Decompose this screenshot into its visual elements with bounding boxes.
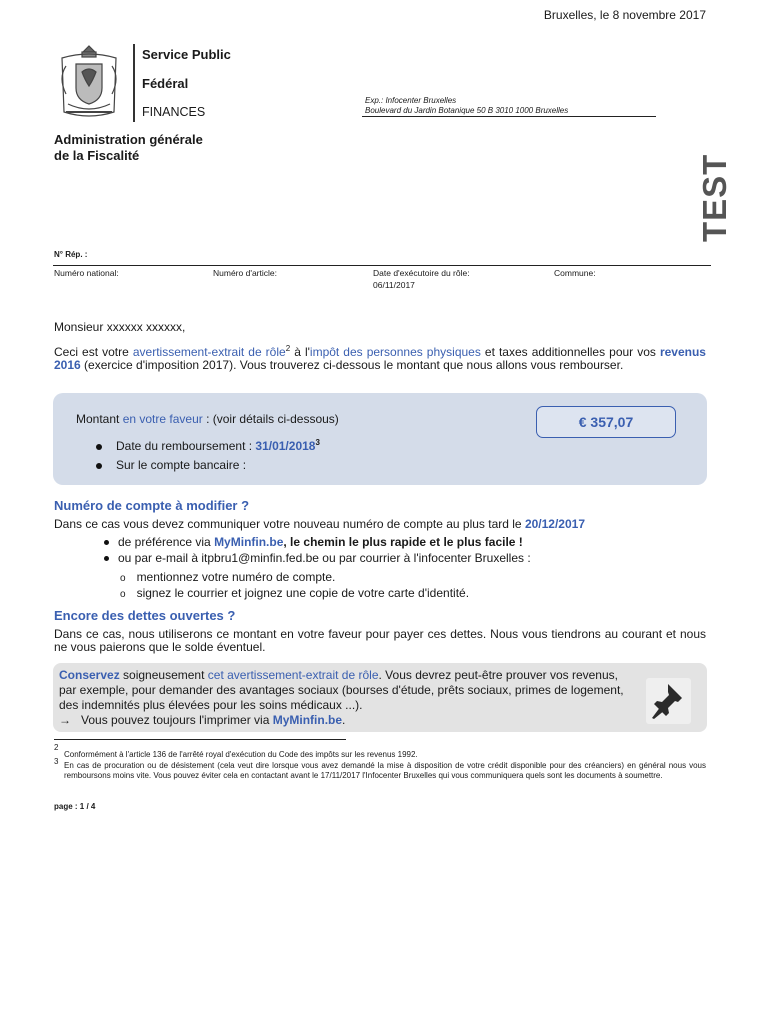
administration-title xyxy=(54,132,203,164)
sender-rule xyxy=(362,116,656,117)
article-number-label: Numéro d'article: xyxy=(213,268,277,278)
sub-item-sign: o signez le courrier et joignez une copie de votre carte d'identité. xyxy=(120,586,470,600)
footnote-2-text: Conformément à l'article 136 de l'arrêté royal d'exécution du Code des impôts sur les revenus 1992. xyxy=(64,750,418,759)
org-line-3: FINANCES xyxy=(142,105,206,119)
national-number-label: Numéro national: xyxy=(54,268,119,278)
footnote-rule xyxy=(54,739,346,740)
bullet-icon xyxy=(96,444,102,450)
admin-line-1: Administration générale xyxy=(54,132,203,147)
footnote-2-marker: 2 xyxy=(54,743,59,752)
option-myminfin: de préférence via MyMinfin.be, le chemin le plus rapide et le plus facile ! xyxy=(104,535,523,549)
open-debts-text: Dans ce cas, nous utiliserons ce montant en votre faveur pour payer ces dettes. Nous vous tiendrons au courant et nous ne vous paierons que le solde éventuel. xyxy=(54,627,706,654)
reference-rule xyxy=(53,265,711,266)
open-debts-heading: Encore des dettes ouvertes ? xyxy=(54,608,236,623)
option-email-mail: ou par e-mail à itpbru1@minfin.fed.be ou par courrier à l'infocenter Bruxelles : xyxy=(104,551,531,565)
admin-line-2: de la Fiscalité xyxy=(54,148,140,163)
avertissement-link: avertissement-extrait de rôle xyxy=(132,345,286,359)
org-line-1: Service Public xyxy=(142,47,231,62)
intro-paragraph: Ceci est votre avertissement-extrait de rôle$^2$ à l'impôt des personnes physiques et taxes additionnelles pour vos revenus 2016 (exercice d'imposition 2017). Vous trouverez ci-dessous le montant que nous allons vous rembourser. xyxy=(54,344,706,372)
footnote-3-text: En cas de procuration ou de désistement (cela veut dire lorsque vous avez demandé la mise à disposition de votre crédit disponible pour des créanciers) en général nous vous remboursons moins vite. Vous pouvez éviter cela en contactant avant le 17/11/2017 l'Infocenter Bruxelles qui vous communiquera quels sont les documents à soumettre. xyxy=(64,761,706,780)
letter-date: Bruxelles, le 8 novembre 2017 xyxy=(543,8,706,22)
salutation: Monsieur xxxxxx xxxxxx, xyxy=(54,320,186,334)
keep-notice-text: Conservez soigneusement cet avertissement-extrait de rôle. Vous devrez peut-être prouver vos revenus, par exemple, pour demander des avantages sociaux (bourses d'étude, prêts sociaux, primes de logement, des indemnités plus élevées pour les soins médicaux ...). → Vous pouvez toujours l'imprimer via MyMinfin.be. xyxy=(59,668,624,727)
sender-address: Boulevard du Jardin Botanique 50 B 3010 1000 Bruxelles xyxy=(365,106,569,115)
header-divider xyxy=(133,44,135,122)
exec-date-value: 06/11/2017 xyxy=(373,280,415,290)
refund-amount: € 357,07 xyxy=(536,406,676,438)
myminfin-print-link[interactable]: MyMinfin.be xyxy=(272,713,343,727)
rep-number-label: N° Rép. : xyxy=(54,250,88,259)
exec-date-label: Date d'exécutoire du rôle: xyxy=(373,268,470,278)
revenus-link: revenus 2016 xyxy=(54,345,706,372)
account-change-heading: Numéro de compte à modifier ? xyxy=(54,498,250,513)
footnote-3-marker: 3 xyxy=(54,757,59,766)
bullet-icon xyxy=(104,540,109,545)
bank-account-item: Sur le compte bancaire : xyxy=(96,458,246,472)
myminfin-link[interactable]: MyMinfin.be xyxy=(214,535,284,549)
pushpin-icon xyxy=(646,678,691,724)
sender-name: Exp.: Infocenter Bruxelles xyxy=(365,96,457,105)
org-line-2: Fédéral xyxy=(142,76,189,91)
test-stamp: TEST xyxy=(696,153,733,242)
amount-label: Montant en votre faveur : (voir détails ci-dessous) xyxy=(76,412,339,426)
bullet-icon xyxy=(104,556,109,561)
sub-item-account: o mentionnez votre numéro de compte. xyxy=(120,570,336,584)
coat-of-arms-icon xyxy=(52,42,126,122)
bullet-icon xyxy=(96,463,102,469)
commune-label: Commune: xyxy=(554,268,596,278)
refund-date-item: Date du remboursement : 31/01/2018$^3$ xyxy=(96,438,320,453)
account-change-intro: Dans ce cas vous devez communiquer votre nouveau numéro de compte au plus tard le 20/12/2017 xyxy=(54,517,585,531)
ipp-link: impôt des personnes physiques xyxy=(309,345,481,359)
page-number: page : 1 / 4 xyxy=(54,802,96,811)
